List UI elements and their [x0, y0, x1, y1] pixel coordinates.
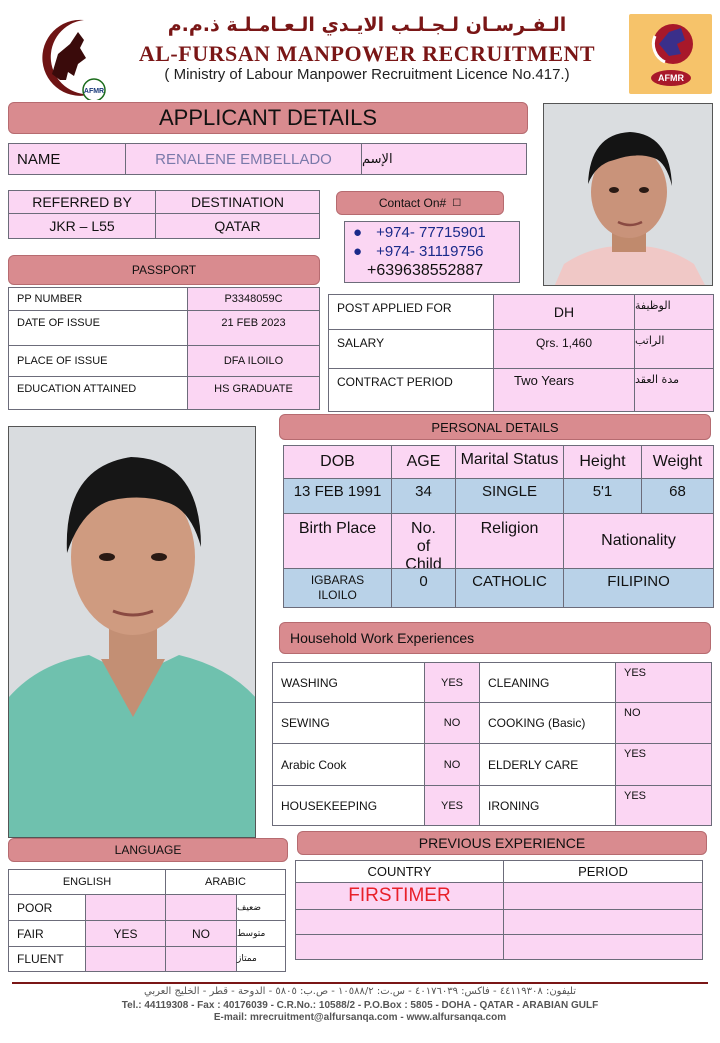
- passport-title: PASSPORT: [131, 263, 197, 277]
- household-elderly-care-value: YES: [615, 743, 712, 786]
- phone-2[interactable]: ● +974- 31119756: [353, 243, 484, 260]
- language-heading: [8, 838, 288, 862]
- height-value: 5'1: [563, 478, 642, 514]
- name-arabic-label: [361, 143, 527, 175]
- previous-country-1: FIRSTIMER: [295, 882, 504, 910]
- household-sewing-value: NO: [424, 702, 480, 744]
- weight-header: Weight: [641, 445, 714, 479]
- language-poor-label: POOR: [8, 894, 86, 921]
- household-ironing-value: YES: [615, 785, 712, 826]
- household-title: Household Work Experiences: [290, 630, 475, 646]
- language-fair-english: YES: [85, 920, 166, 947]
- license-text: ( Ministry of Labour Manpower Recruitment Licence No.417.): [164, 66, 570, 83]
- date-of-issue-label: DATE OF ISSUE: [8, 310, 188, 346]
- referred-by-label-text: REFERRED BY: [32, 194, 132, 210]
- pp-number-value: P3348059C: [187, 287, 320, 311]
- language-fair-arabic: NO: [165, 920, 237, 947]
- age-value: 34: [391, 478, 456, 514]
- contract-period-arabic: مدة العقد: [634, 368, 714, 412]
- contact-label: Contact On#: [378, 196, 447, 210]
- nationality-header: Nationality: [563, 513, 714, 569]
- language-fluent-arabic-label: ممتاز: [236, 946, 286, 972]
- children-header: No. of Child: [391, 513, 456, 569]
- pp-number-label: PP NUMBER: [8, 287, 188, 311]
- previous-period-1: [503, 882, 703, 910]
- footer-arabic: تليفون: ٤٤١١٩٣٠٨ - فاكس: ٤٠١٧٦٠٣٩ - س.ت: ١٠٥٨٨/٢ - ص.ب: ٥٨٠٥ - الدوحة - قطر - الخليج العربي: [143, 986, 577, 997]
- destination-label: [155, 190, 320, 214]
- language-poor-english: [85, 894, 166, 921]
- applicant-photo-small: [543, 103, 713, 286]
- household-sewing-label: SEWING: [272, 702, 425, 744]
- education-value: HS GRADUATE: [187, 376, 320, 410]
- household-ironing-label: IRONING: [479, 785, 616, 826]
- phone-icon: ☐: [452, 197, 462, 209]
- household-housekeeping-value: YES: [424, 785, 480, 826]
- svg-text:AFMR: AFMR: [83, 88, 105, 95]
- religion-value: CATHOLIC: [455, 568, 564, 608]
- dob-header: DOB: [283, 445, 392, 479]
- contact-heading: [336, 191, 504, 215]
- children-value: 0: [391, 568, 456, 608]
- footer-divider: [12, 982, 708, 984]
- language-poor-arabic: [165, 894, 237, 921]
- household-housekeeping-label: HOUSEKEEPING: [272, 785, 425, 826]
- footer-email-line: E-mail: mrecruitment@alfursanqa.com - www.alfursanqa.com: [213, 1012, 507, 1023]
- previous-experience-heading: [297, 831, 707, 855]
- footer-contact-line: Tel.: 44119308 - Fax : 40176039 - C.R.No.: 10588/2 - P.O.Box : 5805 - DOHA - QATAR - ARABIAN GULF: [121, 1000, 599, 1011]
- post-applied-label: POST APPLIED FOR: [328, 294, 494, 330]
- household-washing-value: YES: [424, 662, 480, 703]
- language-fair-label: FAIR: [8, 920, 86, 947]
- weight-value: 68: [641, 478, 714, 514]
- arabic-company-title: الـفـرسـان لـجـلـب الايـدي الـعـامـلـة ذ.م.م: [167, 14, 567, 36]
- household-elderly-care-label: ELDERLY CARE: [479, 743, 616, 786]
- height-header: Height: [563, 445, 642, 479]
- name-arabic-text: الإسم: [362, 151, 393, 167]
- birth-place-header: Birth Place: [283, 513, 392, 569]
- household-cleaning-label: CLEANING: [479, 662, 616, 703]
- dob-value: 13 FEB 1991: [283, 478, 392, 514]
- language-english-header: ENGLISH: [8, 869, 166, 895]
- contract-period-label: CONTRACT PERIOD: [328, 368, 494, 412]
- phone-1[interactable]: ● +974- 77715901: [353, 224, 486, 241]
- applicant-photo-large: [8, 426, 256, 838]
- place-of-issue-value: DFA ILOILO: [187, 345, 320, 377]
- personal-details-heading: [279, 414, 711, 440]
- birth-place-value: IGBARAS ILOILO: [283, 568, 392, 608]
- education-label: EDUCATION ATTAINED: [8, 376, 188, 410]
- destination-value-text: QATAR: [214, 218, 261, 234]
- name-label: [8, 143, 126, 175]
- name-value-text: RENALENE EMBELLADO: [155, 150, 332, 168]
- date-of-issue-value: 21 FEB 2023: [187, 310, 320, 346]
- previous-country-2: [295, 909, 504, 935]
- salary-arabic: الراتب: [634, 329, 714, 369]
- previous-period-header: PERIOD: [503, 860, 703, 883]
- header: [4, 8, 716, 98]
- nationality-value: FILIPINO: [563, 568, 714, 608]
- previous-country-header: COUNTRY: [295, 860, 504, 883]
- household-washing-label: WASHING: [272, 662, 425, 703]
- marital-status-value: SINGLE: [455, 478, 564, 514]
- name-value: [125, 143, 362, 175]
- language-fair-arabic-label: متوسط: [236, 920, 286, 947]
- svg-text:AFMR: AFMR: [658, 73, 684, 83]
- language-fluent-label: FLUENT: [8, 946, 86, 972]
- applicant-details-title: APPLICANT DETAILS: [158, 105, 378, 130]
- previous-period-2: [503, 909, 703, 935]
- fursan-logo-left: [22, 14, 122, 100]
- religion-header: Religion: [455, 513, 564, 569]
- passport-heading: [8, 255, 320, 285]
- household-heading: [279, 622, 711, 654]
- destination-value: [155, 213, 320, 239]
- english-company-title: AL-FURSAN MANPOWER RECRUITMENT: [138, 41, 596, 66]
- household-arabic-cook-label: Arabic Cook: [272, 743, 425, 786]
- place-of-issue-label: PLACE OF ISSUE: [8, 345, 188, 377]
- marital-status-header: Marital Status: [455, 445, 564, 479]
- household-cooking-label: COOKING (Basic): [479, 702, 616, 744]
- referred-by-label: [8, 190, 156, 214]
- salary-label: SALARY: [328, 329, 494, 369]
- afmr-logo-right: [629, 14, 712, 94]
- personal-details-title: PERSONAL DETAILS: [431, 419, 559, 435]
- language-arabic-header: ARABIC: [165, 869, 286, 895]
- language-fluent-english: [85, 946, 166, 972]
- contact-box: [344, 221, 520, 283]
- household-cooking-value: NO: [615, 702, 712, 744]
- age-header: AGE: [391, 445, 456, 479]
- previous-country-3: [295, 934, 504, 960]
- salary-value: Qrs. 1,460: [493, 329, 635, 369]
- previous-experience-title: PREVIOUS EXPERIENCE: [418, 835, 586, 851]
- language-title: LANGUAGE: [114, 843, 182, 857]
- post-applied-value: DH: [493, 294, 635, 330]
- household-cleaning-value: YES: [615, 662, 712, 703]
- household-arabic-cook-value: NO: [424, 743, 480, 786]
- phone-3[interactable]: +639638552887: [367, 262, 484, 279]
- applicant-details-heading: [8, 102, 528, 134]
- name-label-text: NAME: [17, 150, 61, 168]
- language-fluent-arabic: [165, 946, 237, 972]
- language-poor-arabic-label: ضعيف: [236, 894, 286, 921]
- previous-period-3: [503, 934, 703, 960]
- contract-period-value: Two Years: [493, 368, 635, 412]
- destination-label-text: DESTINATION: [190, 194, 285, 210]
- referred-by-value-text: JKR – L55: [49, 218, 115, 234]
- referred-by-value: [8, 213, 156, 239]
- post-applied-arabic: الوظيفة: [634, 294, 714, 330]
